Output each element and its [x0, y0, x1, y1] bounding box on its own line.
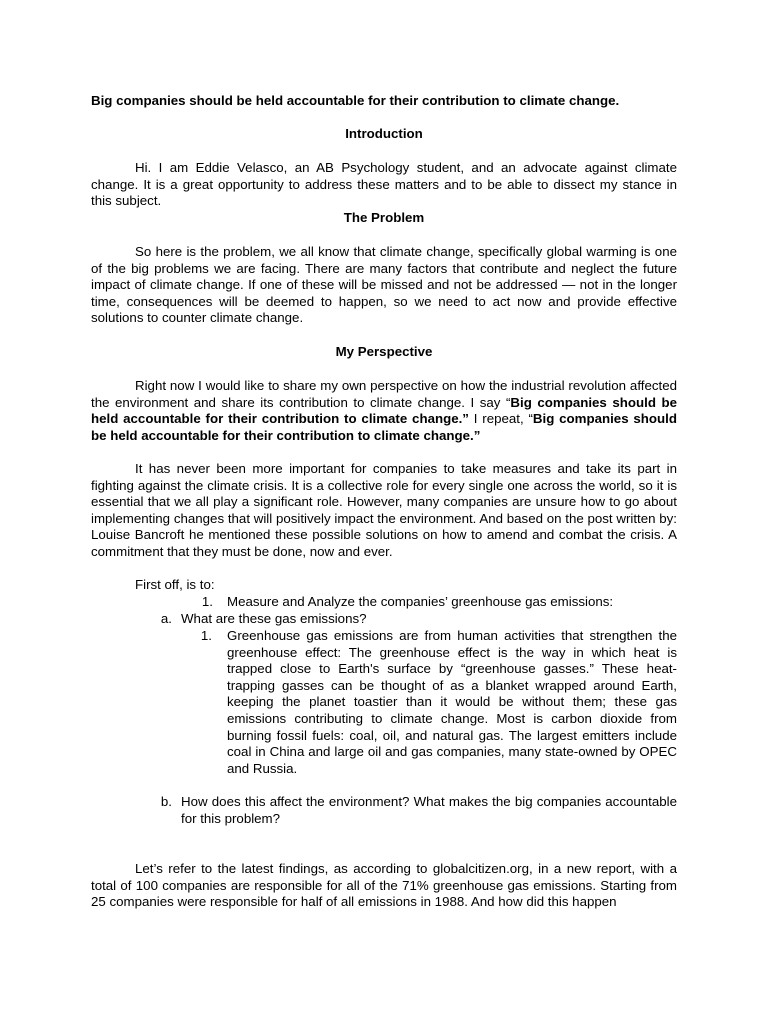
document-title: Big companies should be held accountable for their contribution to climate change.: [91, 93, 620, 108]
perspective-text-c: I repeat, “: [468, 411, 533, 427]
thesis-statement-2: Big companies should be held accountable for their contribution to climate change.”: [91, 411, 677, 443]
perspective-text-2: It has never been more important for companies to take measures and take its part in fighting against the climate crisis. It is a collective role for every single one across the world, so it is essential that we all play a significant role. However, many companies are unsure how to go about implementing changes that will positively impact the environment. And based on the post written by: Louise Bancroft he mentioned these possible solutions on how to amend and combat the crisis. A commitment that they must be done, now and ever.: [91, 461, 677, 559]
problem-text: So here is the problem, we all know that climate change, specifically global warming is one of the big problems we are facing. There are many factors that contribute and neglect the future impact of climate change. If one of these will be missed and not be addressed — not in the longer time, consequences will be deemed to happen, so we need to act now and provide effective solutions to counter climate change.: [91, 244, 677, 326]
paragraph-findings: [91, 861, 677, 911]
paragraph-perspective-2: [91, 461, 677, 561]
list-item-b: [155, 794, 677, 827]
list-item-1-text: Measure and Analyze the companies’ greenhouse gas emissions:: [227, 594, 614, 609]
list-item-b-text: How does this affect the environment? What makes the big companies accountable for this problem?: [181, 794, 677, 826]
heading-introduction: Introduction: [345, 126, 423, 141]
list-item-1-number: 1.: [201, 594, 213, 609]
list-item-a-1-number: 1.: [200, 628, 212, 643]
list-item-a: [155, 611, 677, 628]
list-item-b-letter: b.: [160, 794, 172, 809]
heading-problem: The Problem: [343, 210, 425, 225]
perspective-text-a: Right now I would like to share my own perspective on how the industrial revolution affected the environment and share its contribution to climate change. I say “: [91, 378, 677, 410]
paragraph-perspective-1: [91, 378, 677, 444]
list-item-a-1-text: Greenhouse gas emissions are from human activities that strengthen the greenhouse effect: The greenhouse effect is the way in which heat is trapped close to Earth's surface by “greenhouse gasses.” These heat-trapping gasses can be thought of as a blanket wrapped around Earth, keeping the planet toastier than it would be without them; these gas emissions contributing to climate change. Most is carbon dioxide from burning fossil fuels: coal, oil, and natural gas. The largest emitters include coal in China and large oil and gas companies, many state-owned by OPEC and Russia.: [227, 628, 677, 776]
first-off-text: First off, is to:: [135, 577, 215, 592]
list-item-a-1: [200, 628, 677, 777]
thesis-statement-1: Big companies should be held accountable for their contribution to climate change.”: [91, 394, 677, 427]
list-item-a-letter: a.: [160, 611, 172, 626]
paragraph-problem: [91, 244, 677, 327]
list-item-a-text: What are these gas emissions?: [181, 611, 367, 626]
heading-perspective: My Perspective: [335, 344, 433, 359]
paragraph-first-off: [91, 577, 677, 594]
paragraph-introduction: [91, 160, 677, 210]
findings-text: Let’s refer to the latest findings, as according to globalcitizen.org, in a new report, with a total of 100 companies are responsible for all of the 71% greenhouse gas emissions. Starting from 25 companies were responsible for half of all emissions in 1988. And how did this happen: [91, 861, 677, 910]
intro-text: Hi. I am Eddie Velasco, an AB Psychology student, and an advocate against climate change. It is a great opportunity to address these matters and to be able to dissect my stance in this subject.: [91, 160, 677, 209]
list-item-1: [91, 594, 677, 611]
